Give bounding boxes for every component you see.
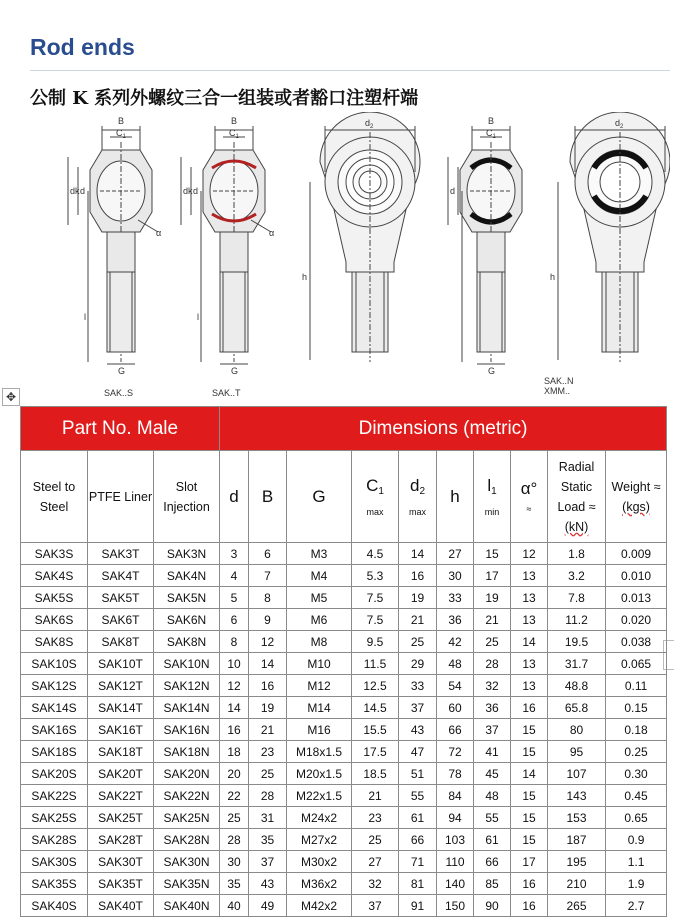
col-steel-to-steel: Steel to Steel [21,451,88,543]
table-cell: 3.2 [548,565,606,587]
header-dimensions: Dimensions (metric) [220,407,667,451]
table-cell: SAK20S [21,763,88,785]
table-cell: SAK12T [88,675,154,697]
dim-label-b1: B [118,116,125,126]
table-cell: 66 [474,851,511,873]
table-cell: 7.5 [352,609,399,631]
table-cell: M4 [287,565,352,587]
table-cell: 6 [220,609,249,631]
table-cell: SAK18S [21,741,88,763]
table-cell: 9.5 [352,631,399,653]
table-cell: 43 [399,719,437,741]
table-cell: 35 [220,873,249,895]
table-cell: 265 [548,895,606,917]
table-cell: 7 [249,565,287,587]
table-cell: 0.010 [606,565,667,587]
table-cell: 91 [399,895,437,917]
table-cell: 55 [474,807,511,829]
table-cell: 37 [399,697,437,719]
table-cell: SAK30S [21,851,88,873]
table-cell: 42 [437,631,474,653]
table-cell: SAK14S [21,697,88,719]
table-cell: 35 [249,829,287,851]
table-cell: 9 [249,609,287,631]
table-cell: 13 [511,565,548,587]
spec-table-body [21,543,667,917]
table-cell: SAK22T [88,785,154,807]
table-cell: 6 [249,543,287,565]
table-cell: 15 [511,807,548,829]
table-cell: SAK10N [154,653,220,675]
table-cell: SAK40S [21,895,88,917]
table-cell: 36 [437,609,474,631]
table-cell: SAK28T [88,829,154,851]
table-cell: 21 [352,785,399,807]
dim-label-dk2: dk [183,186,193,196]
col-radial-static-load: Radial Static Load ≈ (kN) [548,451,606,543]
table-row [21,829,667,851]
table-cell: 16 [511,895,548,917]
header-part-no: Part No. Male [21,407,220,451]
table-cell: SAK16T [88,719,154,741]
table-cell: M10 [287,653,352,675]
dim-label-b2: B [231,116,238,126]
col-l1: l1 min [474,451,511,543]
table-cell: 72 [437,741,474,763]
table-cell: 43 [249,873,287,895]
table-cell: 5 [220,587,249,609]
table-cell: SAK28N [154,829,220,851]
col-c1: C1 max [352,451,399,543]
table-cell: 15 [511,785,548,807]
table-row [21,543,667,565]
caption-sak-s: SAK..S [104,388,134,398]
table-cell: 210 [548,873,606,895]
table-cell: M16 [287,719,352,741]
table-cell: 12 [249,631,287,653]
table-cell: 13 [511,609,548,631]
table-cell: 25 [249,763,287,785]
table-cell: 18 [220,741,249,763]
table-cell: SAK5S [21,587,88,609]
table-cell: 66 [399,829,437,851]
table-cell: 1.9 [606,873,667,895]
table-cell: M12 [287,675,352,697]
col-d: d [220,451,249,543]
table-cell: 0.020 [606,609,667,631]
drawing-sak-t [181,126,271,364]
table-cell: 14 [399,543,437,565]
table-cell: SAK10S [21,653,88,675]
table-cell: M22x1.5 [287,785,352,807]
table-cell: SAK8S [21,631,88,653]
table-cell: SAK25N [154,807,220,829]
dim-label-dk1: dk [70,186,80,196]
table-cell: 25 [399,631,437,653]
table-cell: 40 [220,895,249,917]
table-cell: 16 [399,565,437,587]
dim-label-g4: G [488,366,496,376]
table-cell: 20 [220,763,249,785]
table-cell: 19 [399,587,437,609]
table-cell: 13 [511,653,548,675]
table-cell: SAK35S [21,873,88,895]
table-cell: 21 [249,719,287,741]
table-cell: SAK16S [21,719,88,741]
table-cell: SAK20N [154,763,220,785]
table-cell: 15 [474,543,511,565]
table-cell: 29 [399,653,437,675]
dim-label-d1: d [80,186,86,196]
table-cell: 0.11 [606,675,667,697]
table-cell: 5.3 [352,565,399,587]
table-cell: 14.5 [352,697,399,719]
table-cell: 48 [437,653,474,675]
table-cell: 1.8 [548,543,606,565]
table-cell: SAK4N [154,565,220,587]
table-row [21,565,667,587]
table-cell: 4 [220,565,249,587]
table-cell: SAK22N [154,785,220,807]
table-cell: 0.45 [606,785,667,807]
table-cell: SAK30N [154,851,220,873]
table-cell: 15 [511,741,548,763]
table-cell: M6 [287,609,352,631]
table-cell: 66 [437,719,474,741]
dim-label-c1-4: $C_1$ [486,128,496,140]
table-cell: 81 [399,873,437,895]
drawing-front-view [310,112,420,362]
table-cell: 14 [511,631,548,653]
dim-label-h1: h [302,272,308,282]
table-cell: M5 [287,587,352,609]
table-cell: M8 [287,631,352,653]
table-cell: SAK18N [154,741,220,763]
table-row [21,763,667,785]
table-cell: 13 [511,675,548,697]
table-cell: SAK6N [154,609,220,631]
table-cell: 17 [474,565,511,587]
table-cell: SAK8T [88,631,154,653]
table-cell: 19.5 [548,631,606,653]
drawing-sak-n [448,126,522,364]
table-cell: 11.2 [548,609,606,631]
table-cell: 12 [220,675,249,697]
page-title: Rod ends [30,34,135,60]
table-cell: 28 [249,785,287,807]
technical-drawings [60,112,670,404]
table-cell: SAK18T [88,741,154,763]
dim-label-alpha2: α [269,228,275,238]
table-cell: 55 [399,785,437,807]
table-cell: 71 [399,851,437,873]
col-weight: Weight ≈ (kgs) [606,451,667,543]
caption-sak-t: SAK..T [212,388,241,398]
table-cell: M36x2 [287,873,352,895]
table-cell: 107 [548,763,606,785]
table-cell: 28 [474,653,511,675]
table-cell: 110 [437,851,474,873]
table-cell: 25 [220,807,249,829]
table-cell: 85 [474,873,511,895]
table-cell: 54 [437,675,474,697]
table-cell: 51 [399,763,437,785]
table-cell: 31.7 [548,653,606,675]
table-cell: 95 [548,741,606,763]
col-h: h [437,451,474,543]
page-subtitle: 公制 K 系列外螺纹三合一组装或者豁口注塑杆端 [30,88,419,109]
table-cell: 61 [399,807,437,829]
table-cell: 143 [548,785,606,807]
col-alpha: α° ≈ [511,451,548,543]
table-cell: 32 [352,873,399,895]
dim-label-l1-1: l [84,312,86,322]
table-row [21,609,667,631]
table-cell: 10 [220,653,249,675]
table-cell: 25 [474,631,511,653]
table-cell: 150 [437,895,474,917]
table-cell: SAK28S [21,829,88,851]
table-cell: 30 [437,565,474,587]
table-cell: 33 [399,675,437,697]
table-cell: M27x2 [287,829,352,851]
table-cell: SAK5N [154,587,220,609]
table-cell: 27 [437,543,474,565]
table-cell: M18x1.5 [287,741,352,763]
table-cell: SAK25S [21,807,88,829]
dim-label-l1-2: l [197,312,199,322]
table-row [21,587,667,609]
table-cell: SAK40T [88,895,154,917]
dim-label-d2-side: d [193,186,199,196]
table-cell: SAK20T [88,763,154,785]
table-cell: SAK25T [88,807,154,829]
table-cell: 31 [249,807,287,829]
table-cell: 0.65 [606,807,667,829]
dim-label-d2-front2: $d_2$ [615,118,624,130]
table-cell: 60 [437,697,474,719]
col-d2: d2 max [399,451,437,543]
table-cell: 0.9 [606,829,667,851]
table-cell: 2.7 [606,895,667,917]
table-cell: SAK35T [88,873,154,895]
dim-label-d4: d [450,186,456,196]
table-cell: SAK12S [21,675,88,697]
table-cell: SAK22S [21,785,88,807]
table-cell: 0.013 [606,587,667,609]
table-cell: 65.8 [548,697,606,719]
table-cell: SAK14N [154,697,220,719]
dim-label-b4: B [488,116,495,126]
drawing-front-view-slot [558,112,670,362]
table-cell: 16 [249,675,287,697]
table-cell: 8 [249,587,287,609]
table-cell: 16 [511,697,548,719]
rod-ends-spec-table [20,406,667,917]
table-cell: 15.5 [352,719,399,741]
table-cell: 45 [474,763,511,785]
table-cell: 28 [220,829,249,851]
table-cell: SAK35N [154,873,220,895]
table-cell: 14 [220,697,249,719]
caption-sak-n: SAK..N [544,376,574,386]
table-cell: SAK30T [88,851,154,873]
table-cell: 61 [474,829,511,851]
table-cell: 16 [220,719,249,741]
table-cell: 33 [437,587,474,609]
table-cell: 19 [249,697,287,719]
table-cell: SAK6T [88,609,154,631]
col-slot-injection: Slot Injection [154,451,220,543]
table-row [21,697,667,719]
table-cell: 15 [511,829,548,851]
table-cell: SAK3S [21,543,88,565]
table-cell: M24x2 [287,807,352,829]
table-cell: SAK14T [88,697,154,719]
table-cell: 187 [548,829,606,851]
table-cell: 12 [511,543,548,565]
dim-label-g2: G [231,366,239,376]
table-cell: 37 [352,895,399,917]
col-g: G [287,451,352,543]
table-cell: 12.5 [352,675,399,697]
table-row [21,653,667,675]
table-cell: 32 [474,675,511,697]
table-row [21,895,667,917]
table-cell: 1.1 [606,851,667,873]
table-cell: 47 [399,741,437,763]
dim-label-h2: h [550,272,556,282]
table-cell: 195 [548,851,606,873]
table-cell: SAK8N [154,631,220,653]
table-cell: 0.038 [606,631,667,653]
table-cell: 18.5 [352,763,399,785]
dim-label-d2-front1: $d_2$ [365,118,374,130]
table-cell: 23 [249,741,287,763]
table-cell: 153 [548,807,606,829]
table-cell: 19 [474,587,511,609]
drawing-sak-s [68,126,158,364]
dim-label-g1: G [118,366,126,376]
table-cell: 94 [437,807,474,829]
dim-label-alpha1: α [156,228,162,238]
table-cell: 30 [220,851,249,873]
table-cell: M3 [287,543,352,565]
table-cell: 3 [220,543,249,565]
table-cell: SAK16N [154,719,220,741]
table-cell: 90 [474,895,511,917]
table-cell: SAK4S [21,565,88,587]
table-cell: M42x2 [287,895,352,917]
table-cell: 8 [220,631,249,653]
table-cell: SAK3T [88,543,154,565]
table-cell: 17.5 [352,741,399,763]
col-ptfe-liner: PTFE Liner [88,451,154,543]
table-cell: SAK12N [154,675,220,697]
table-cell: 7.5 [352,587,399,609]
table-cell: SAK5T [88,587,154,609]
table-row [21,675,667,697]
table-cell: 17 [511,851,548,873]
table-cell: 14 [511,763,548,785]
table-row [21,719,667,741]
table-cell: 25 [352,829,399,851]
table-cell: 37 [249,851,287,873]
table-cell: 13 [511,587,548,609]
table-cell: 4.5 [352,543,399,565]
title-divider [30,70,670,71]
caption-xmm: XMM.. [544,386,570,396]
table-cell: 27 [352,851,399,873]
table-cell: 80 [548,719,606,741]
table-row [21,873,667,895]
table-cell: 21 [474,609,511,631]
table-cell: 48 [474,785,511,807]
table-cell: 7.8 [548,587,606,609]
table-row [21,741,667,763]
dim-label-c1-2: $C_1$ [229,128,239,140]
table-cell: 0.15 [606,697,667,719]
col-b: B [249,451,287,543]
table-cell: 36 [474,697,511,719]
table-row [21,785,667,807]
table-cell: 14 [249,653,287,675]
table-cell: SAK3N [154,543,220,565]
table-cell: SAK4T [88,565,154,587]
table-cell: SAK6S [21,609,88,631]
table-cell: 11.5 [352,653,399,675]
table-cell: 37 [474,719,511,741]
table-row [21,631,667,653]
table-cell: 140 [437,873,474,895]
table-cell: 49 [249,895,287,917]
table-cell: 48.8 [548,675,606,697]
table-cell: 16 [511,873,548,895]
dim-label-c1-1: $C_1$ [116,128,126,140]
table-cell: 15 [511,719,548,741]
table-cell: 41 [474,741,511,763]
table-cell: 0.065 [606,653,667,675]
table-cell: M14 [287,697,352,719]
table-cell: 78 [437,763,474,785]
table-cell: 22 [220,785,249,807]
table-cell: M20x1.5 [287,763,352,785]
move-handle-icon[interactable]: ✥ [2,388,20,406]
table-row [21,807,667,829]
table-cell: 0.009 [606,543,667,565]
table-cell: 103 [437,829,474,851]
table-cell: SAK40N [154,895,220,917]
table-cell: 21 [399,609,437,631]
table-cell: 0.25 [606,741,667,763]
table-cell: 0.18 [606,719,667,741]
table-row [21,851,667,873]
table-cell: 84 [437,785,474,807]
table-cell: SAK10T [88,653,154,675]
table-cell: M30x2 [287,851,352,873]
table-cell: 0.30 [606,763,667,785]
table-cell: 23 [352,807,399,829]
